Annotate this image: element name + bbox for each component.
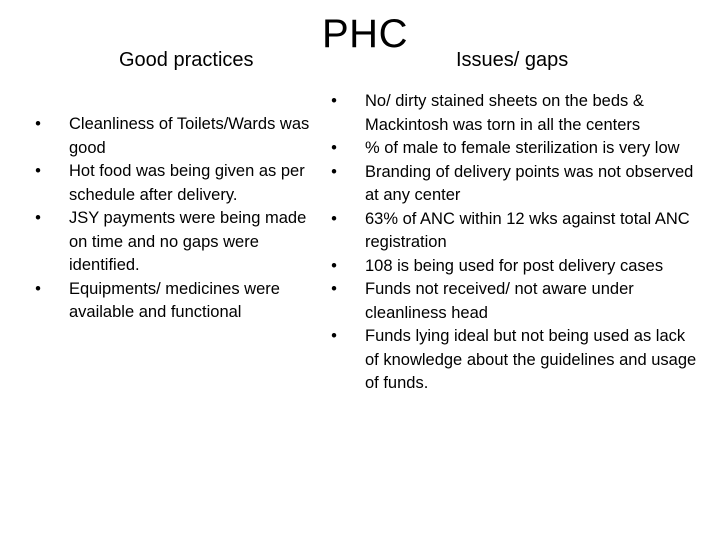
bullet-icon: • <box>331 256 337 275</box>
bullet-icon: • <box>331 162 337 181</box>
bullet-icon: • <box>331 139 337 157</box>
bullet-icon: • <box>35 115 41 133</box>
bullet-icon: • <box>331 92 337 110</box>
list-item <box>327 325 702 396</box>
bullet-icon: • <box>331 327 337 345</box>
list-item-text: No/ dirty stained sheets on the beds & Mackintosh was torn in all the centers <box>365 92 644 134</box>
list-item <box>327 161 702 208</box>
list-item <box>327 278 702 325</box>
issues-gaps-list <box>327 90 702 396</box>
list-item <box>31 160 316 207</box>
slide-title: PHC <box>322 12 408 56</box>
bullet-icon: • <box>35 209 41 227</box>
list-item <box>31 207 316 278</box>
list-item-text: Equipments/ medicines were available and functional <box>69 279 280 321</box>
list-item-text: Funds lying ideal but not being used as lack of knowledge about the guidelines and usage of funds. <box>365 327 697 392</box>
list-item-text: Branding of delivery points was not observed at any center <box>365 162 694 204</box>
list-item <box>327 90 702 137</box>
list-item <box>327 137 702 161</box>
list-item <box>327 208 702 255</box>
bullet-icon: • <box>331 280 337 298</box>
bullet-icon: • <box>331 209 337 228</box>
list-item <box>31 278 316 325</box>
bullet-icon: • <box>35 279 41 298</box>
list-item-text: Funds not received/ not aware under cleanliness head <box>365 280 634 322</box>
good-practices-heading: Good practices <box>119 49 254 71</box>
list-item <box>327 255 702 279</box>
list-item-text: JSY payments were being made on time and no gaps were identified. <box>69 209 307 274</box>
good-practices-list <box>31 113 316 325</box>
list-item-text: Cleanliness of Toilets/Wards was good <box>69 115 310 157</box>
list-item-text: 63% of ANC within 12 wks against total ANC registration <box>365 209 690 251</box>
issues-gaps-heading: Issues/ gaps <box>456 49 569 71</box>
list-item-text: 108 is being used for post delivery cases <box>365 256 664 275</box>
bullet-icon: • <box>35 162 41 180</box>
list-item <box>31 113 316 160</box>
list-item-text: % of male to female sterilization is very low <box>365 139 680 157</box>
list-item-text: Hot food was being given as per schedule after delivery. <box>69 162 305 204</box>
